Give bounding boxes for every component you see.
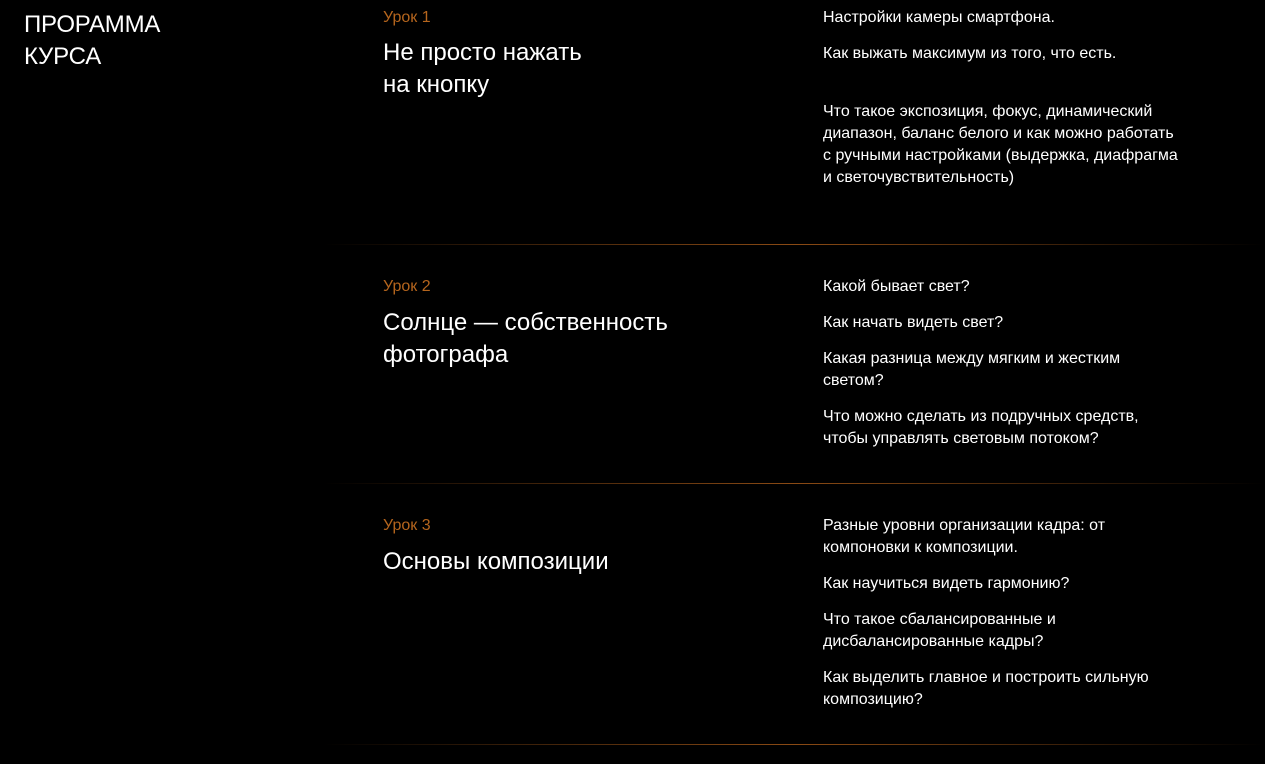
lesson-topic: Разные уровни организации кадра: от компоновки к композиции. — [823, 517, 1106, 556]
lesson-topics — [823, 7, 1193, 203]
lesson-topics — [823, 515, 1193, 725]
lesson-topic: Что можно сделать из подручных средств, чтобы управлять световым потоком? — [823, 408, 1139, 447]
program-title: ПРОРАММА КУРСА — [24, 11, 161, 70]
lesson-topic: Какая разница между мягким и жестким светом? — [823, 350, 1121, 389]
lesson-number: Урок 1 — [383, 9, 431, 26]
lesson-title: Не просто нажать на кнопку — [383, 39, 582, 98]
lesson-topic: Что такое экспозиция, фокус, динамический диапазон, баланс белого и как можно работать с ручными настройками (выдержка, диафрагма и светочувствительность) — [823, 103, 1178, 186]
lesson-topic: Какой бывает свет? — [823, 278, 970, 295]
lesson-topic: Как выжать максимум из того, что есть. — [823, 45, 1117, 62]
lesson-block — [323, 245, 1265, 484]
lesson-topic: Что такое сбалансированные и дисбалансированные кадры? — [823, 611, 1056, 650]
lesson-title: Солнце — собственность фотографа — [383, 309, 668, 368]
lesson-number: Урок 2 — [383, 278, 431, 295]
lesson-number: Урок 3 — [383, 517, 431, 534]
lesson-topic: Настройки камеры смартфона. — [823, 9, 1055, 26]
lesson-topic: Как выделить главное и построить сильную композицию? — [823, 669, 1149, 708]
lesson-topics — [823, 276, 1193, 464]
lesson-divider — [323, 744, 1265, 745]
lesson-block — [323, 0, 1265, 245]
lesson-block — [323, 484, 1265, 745]
lesson-topic: Как начать видеть свет? — [823, 314, 1004, 331]
lesson-title: Основы композиции — [383, 548, 609, 575]
lesson-topic: Как научиться видеть гармонию? — [823, 575, 1070, 592]
